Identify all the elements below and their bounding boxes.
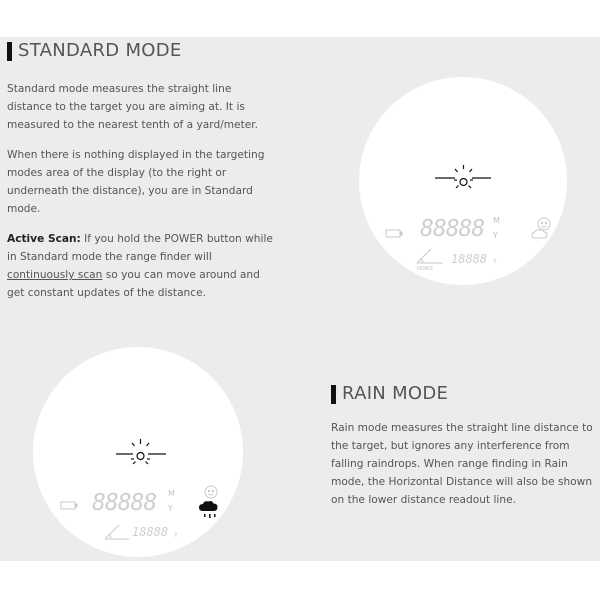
unit-m-label: M [168,489,175,498]
standard-mode-display-circle [359,77,567,285]
unit-y-label: Y [168,504,173,513]
standard-mode-title: STANDARD MODE [18,40,182,61]
slope-angle-icon [417,249,443,263]
secondary-distance-digits: 18888 [451,252,488,266]
main-distance-digits: 88888 [420,216,485,242]
heading-bar [7,42,12,61]
unit-m-label: M [493,216,500,225]
rain-mode-title: RAIN MODE [342,383,449,404]
unit-y-label: Y [493,231,498,240]
active-scan-paragraph [7,230,279,302]
active-scan-text-2: so you can move around and get constant updates of the distance. [7,269,260,299]
crosshair-reticle-icon [116,439,166,464]
weather-face-icon [532,218,550,238]
continuously-scan-link[interactable]: continuously scan [7,269,103,281]
battery-icon [386,230,402,237]
rain-mode-paragraph: Rain mode measures the straight line distance to the target, but ignores any interference from falling raindrops. When range finding in Rain mode, the Horizontal Distance will also be shown on the lower distance readout line. [331,422,593,506]
standard-mode-paragraph-1: Standard mode measures the straight line distance to the target you are aiming at. It is measured to the nearest tenth of a yard/meter. [7,83,258,131]
heading-bar [331,385,336,404]
standard-mode-heading [7,41,182,61]
small-unit-y-label: Y [174,532,178,539]
standard-mode-paragraph-2: When there is nothing displayed in the targeting modes area of the display (to the right or underneath the distance), you are in Standard mode. [7,149,265,215]
crosshair-reticle-icon [435,165,491,188]
horizontal-label: HORIZ [417,266,434,272]
active-scan-text-1: If you hold the POWER button while in Standard mode the range finder will [7,233,273,263]
weather-face-icon [205,486,217,498]
active-scan-label: Active Scan: [7,233,81,245]
rain-mode-display-circle [33,347,243,557]
main-distance-digits: 88888 [92,490,157,516]
small-unit-y-label: Y [493,258,497,265]
rain-cloud-icon [199,501,218,518]
secondary-distance-digits: 18888 [132,525,169,539]
battery-icon [61,502,77,509]
slope-angle-icon [105,525,129,539]
rain-mode-heading [331,384,448,404]
